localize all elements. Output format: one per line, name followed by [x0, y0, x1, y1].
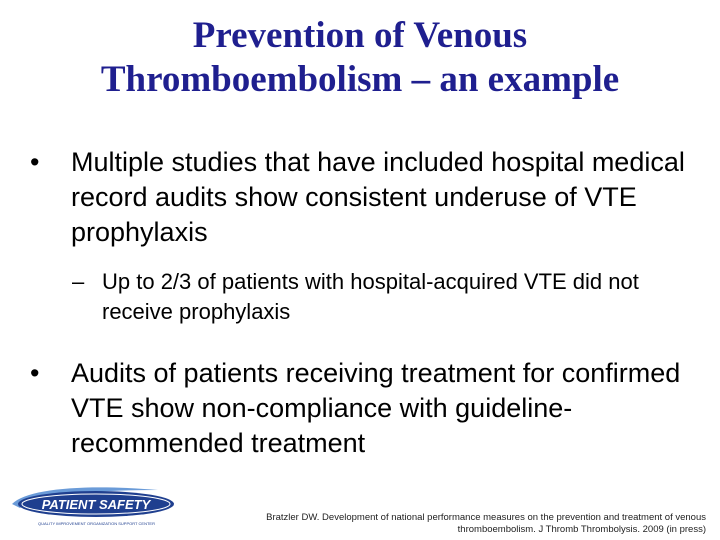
- citation: [236, 512, 706, 536]
- title-line-1: Prevention of Venous: [192, 15, 528, 56]
- bullet-marker: •: [30, 358, 40, 388]
- sub-bullet-item-1: [72, 267, 672, 327]
- slide-title: [20, 14, 700, 102]
- citation-line-1: Bratzler DW. Development of national performance measures on the prevention and treatment of venous: [266, 512, 706, 523]
- citation-line-2: thromboembolism. J Thromb Thrombolysis. 2009 (in press): [457, 524, 706, 535]
- bullet-text: Audits of patients receiving treatment for confirmed VTE show non-compliance with guideline-recommended treatment: [71, 358, 681, 458]
- patient-safety-logo-graphic: [8, 482, 178, 532]
- bullet-item-2: [30, 356, 702, 461]
- logo-name: PATIENT SAFETY: [41, 497, 151, 512]
- sub-bullet-marker: –: [72, 269, 85, 294]
- title-line-2: Thromboembolism – an example: [100, 59, 620, 100]
- bullet-text: Multiple studies that have included hospital medical record audits show consistent underuse of VTE prophylaxis: [71, 147, 685, 247]
- bullet-marker: •: [30, 147, 40, 177]
- logo-tagline: QUALITY IMPROVEMENT ORGANIZATION SUPPORT CENTER: [38, 521, 155, 526]
- sub-bullet-text: Up to 2/3 of patients with hospital-acquired VTE did not receive prophylaxis: [102, 269, 639, 324]
- bullet-item-1: [30, 145, 702, 250]
- patient-safety-logo: [8, 482, 178, 532]
